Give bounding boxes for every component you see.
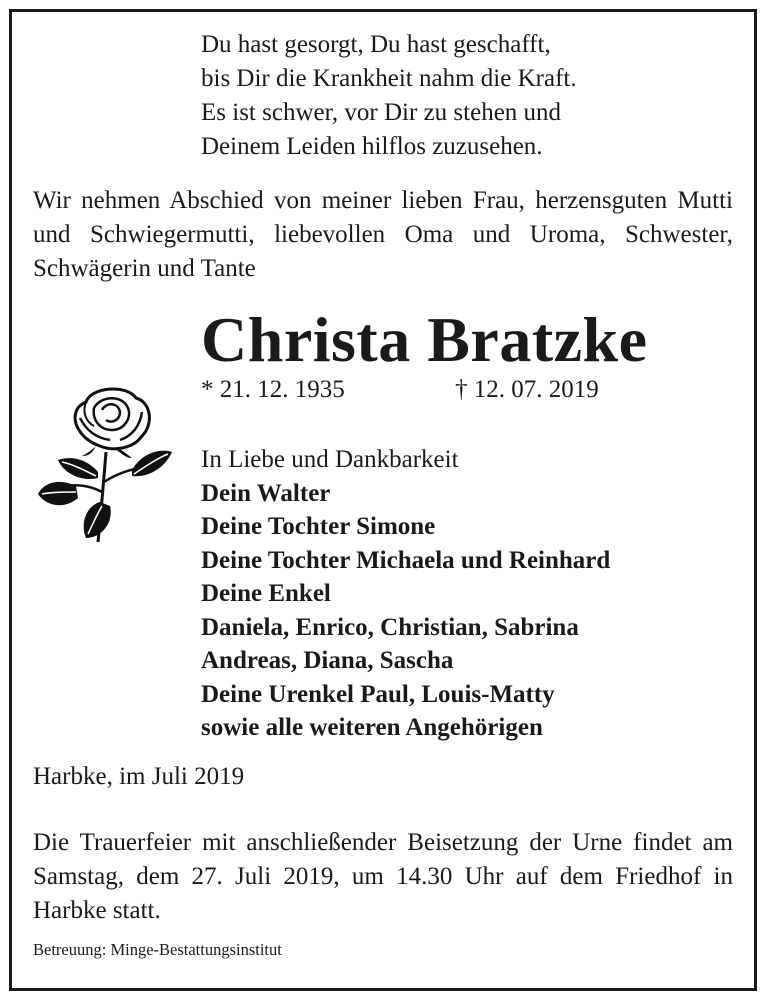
- funeral-home: Betreuung: Minge-Bestattungsinstitut: [33, 940, 282, 959]
- mourner-line: sowie alle weiteren Angehörigen: [201, 714, 543, 741]
- mourners-intro: In Liebe und Dankbarkeit: [201, 446, 459, 473]
- poem-line: bis Dir die Krankheit nahm die Kraft.: [201, 65, 577, 92]
- mourner-line: Daniela, Enrico, Christian, Sabrina: [201, 613, 579, 641]
- birth-date: * 21. 12. 1935: [201, 376, 345, 403]
- place-date: Harbke, im Juli 2019: [33, 763, 245, 790]
- deceased-name: Christa Bratzke: [201, 304, 648, 375]
- poem-line: Deinem Leiden hilflos zuzusehen.: [201, 133, 543, 160]
- mourner-line: Deine Urenkel Paul, Louis-Matty: [201, 680, 555, 708]
- mourner-line: Deine Enkel: [201, 580, 331, 607]
- mourner-line: Deine Tochter Michaela und Reinhard: [201, 546, 611, 574]
- mourner-line: Dein Walter: [201, 479, 331, 507]
- poem: [201, 28, 577, 164]
- poem-line: Es ist schwer, vor Dir zu stehen und: [201, 99, 562, 126]
- mourner-line: Andreas, Diana, Sascha: [201, 647, 454, 674]
- death-date: † 12. 07. 2019: [455, 376, 599, 403]
- rose-icon: [36, 382, 178, 548]
- mourners: [201, 443, 610, 745]
- ceremony-text: Die Trauerfeier mit anschließender Beisetzung der Urne findet am Samstag, dem 27. Juli 2019, um 14.30 Uhr auf dem Friedhof in Harbke statt.: [33, 829, 733, 924]
- poem-line: Du hast gesorgt, Du hast geschafft,: [201, 31, 551, 58]
- farewell-text: Wir nehmen Abschied von meiner lieben Frau, herzensguten Mutti und Schwiegermutti, liebevollen Oma und Uroma, Schwester, Schwägerin und Tante: [33, 187, 733, 282]
- mourner-line: Deine Tochter Simone: [201, 513, 436, 540]
